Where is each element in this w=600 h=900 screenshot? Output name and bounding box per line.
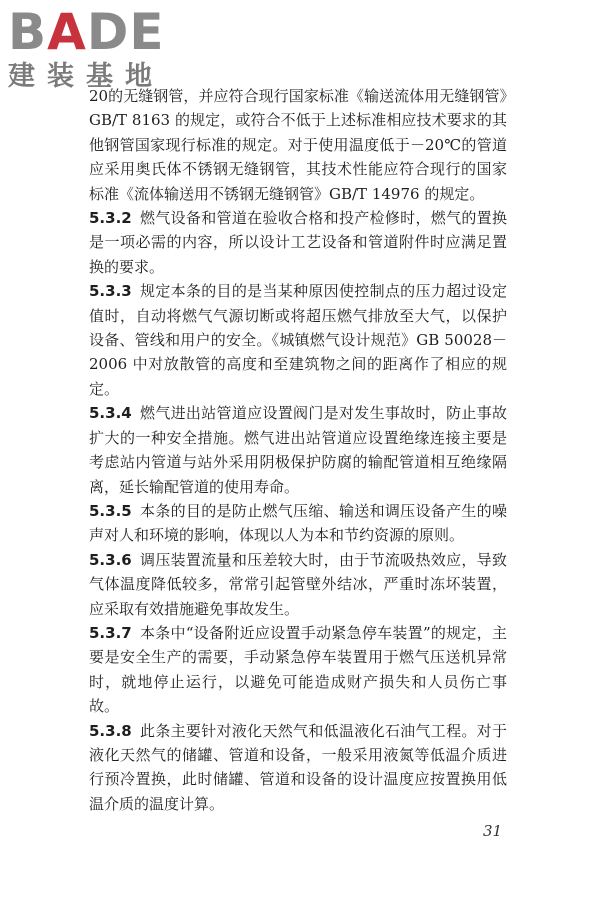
paragraph-continued: [89, 84, 507, 206]
clause-number: 5.3.7: [89, 623, 132, 642]
clause-text: 本条中“设备附近应设置手动紧急停车装置”的规定，主要是安全生产的需要，手动紧急停车装置用于燃气压送机异常时，就地停止运行，以避免可能造成财产损失和人员伤亡事故。: [89, 623, 507, 716]
logo-accent-letter: A: [47, 3, 87, 61]
clause-text: 调压装置流量和压差较大时，由于节流吸热效应，导致气体温度降低较多，常常引起管壁外结冰，严重时冻坏装置，应采取有效措施避免事故发生。: [89, 550, 507, 618]
document-body: [89, 84, 507, 816]
logo-letters: DE: [86, 3, 165, 61]
clause-5-3-4: [89, 401, 507, 499]
clause-number: 5.3.4: [89, 404, 132, 423]
clause-number: 5.3.3: [89, 282, 132, 301]
clause-5-3-8: [89, 719, 507, 817]
clause-text: 本条的目的是防止燃气压缩、输送和调压设备产生的噪声对人和环境的影响，体现以人为本和节约资源的原则。: [89, 501, 507, 545]
clause-text: 燃气设备和管道在验收合格和投产检修时，燃气的置换是一项必需的内容，所以设计工艺设备和管道附件时应满足置换的要求。: [89, 209, 507, 276]
clause-5-3-6: [89, 548, 507, 621]
clause-text: 规定本条的目的是当某种原因使控制点的压力超过设定值时，自动将燃气气源切断或将超压燃气排放至大气，以保护设备、管线和用户的安全。《城镇燃气设计规范》GB 50028－2006 中对放散管的高度和至建筑物之间的距离作了相应的规定。: [89, 282, 507, 398]
clause-text: 燃气进出站管道应设置阀门是对发生事故时，防止事故扩大的一种安全措施。燃气进出站管道应设置绝缘连接主要是考虑站内管道与站外采用阴极保护防腐的输配管道相互绝缘隔离，延长输配管道的使用寿命。: [89, 404, 507, 496]
logo-letter: B: [8, 3, 48, 61]
clause-5-3-2: [89, 206, 507, 279]
clause-5-3-3: [89, 279, 507, 401]
clause-number: 5.3.8: [89, 721, 132, 740]
paragraph-text: 20的无缝钢管，并应符合现行国家标准《输送流体用无缝钢管》GB/T 8163 的规定，或符合不低于上述标准相应技术要求的其他钢管国家现行标准的规定。对于使用温度低于－20℃的管道应采用奥氏体不锈钢无缝钢管，其技术性能应符合现行的国家标准《流体输送用不锈钢无缝钢管》GB/T 14976 的规定。: [89, 87, 507, 203]
clause-text: 此条主要针对液化天然气和低温液化石油气工程。对于液化天然气的储罐、管道和设备，一般采用液氮等低温介质进行预冷置换，此时储罐、管道和设备的设计温度应按置换用低温介质的温度计算。: [89, 721, 507, 813]
clause-number: 5.3.2: [89, 209, 132, 228]
logo-mark: [8, 4, 178, 60]
clause-number: 5.3.5: [89, 501, 132, 520]
clause-number: 5.3.6: [89, 550, 132, 569]
clause-5-3-7: [89, 621, 507, 719]
clause-5-3-5: [89, 499, 507, 548]
page-number: 31: [483, 822, 503, 840]
logo-subtitle: 建装基地: [8, 61, 164, 92]
